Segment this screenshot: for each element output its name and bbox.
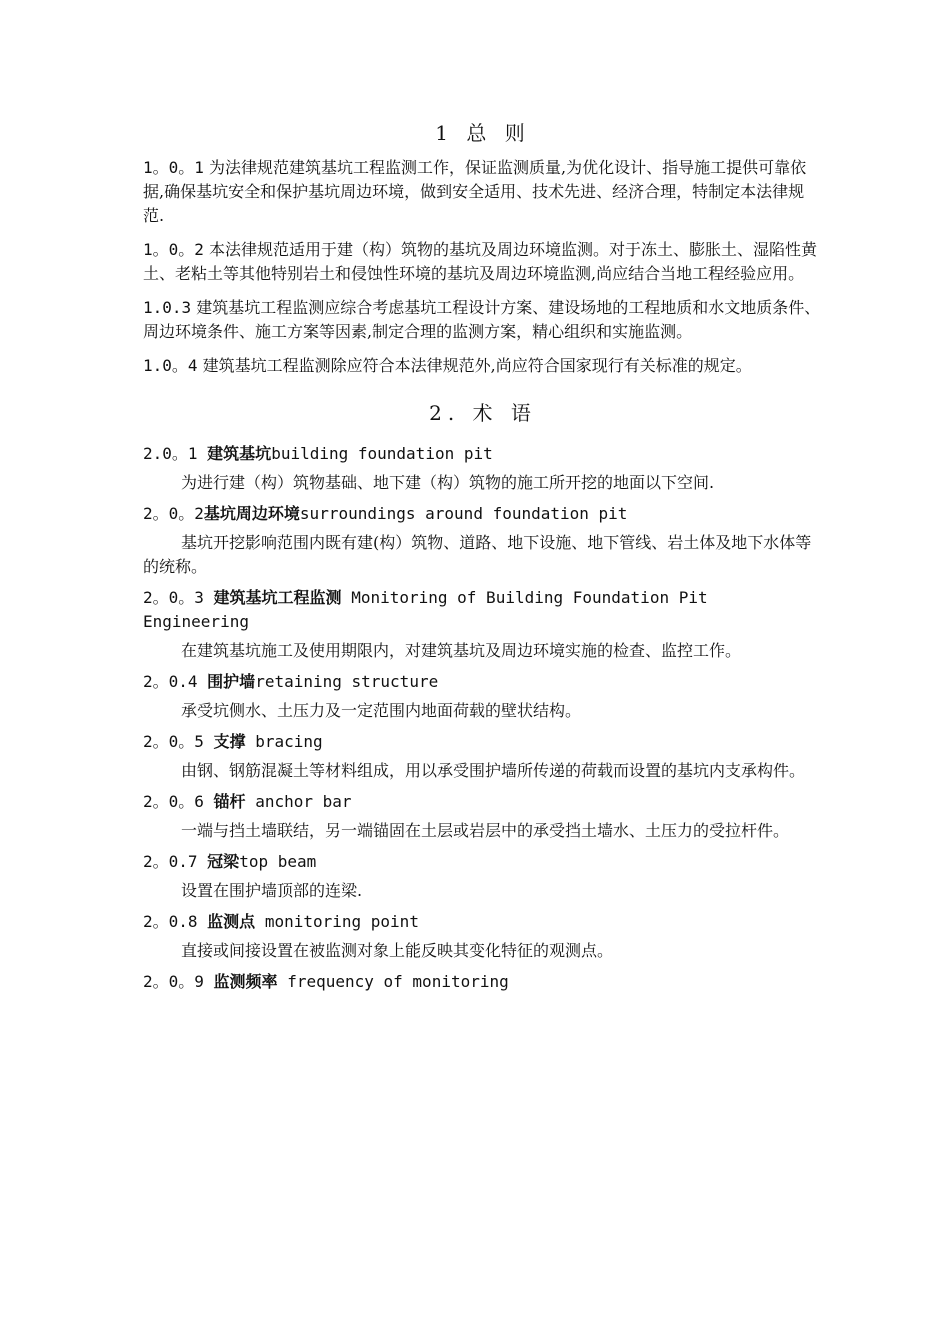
term-english: frequency of monitoring bbox=[277, 972, 509, 991]
term-english: surroundings around foundation pit bbox=[299, 504, 628, 523]
document-content bbox=[143, 118, 823, 1001]
term-2-0-4 bbox=[143, 670, 823, 723]
term-2-0-9 bbox=[143, 970, 823, 994]
clause-number: 1.0。4 bbox=[143, 356, 198, 375]
term-number: 2。0。9 bbox=[143, 972, 214, 991]
clause-1-0-4 bbox=[143, 354, 823, 378]
clause-number: 1。0。1 bbox=[143, 158, 204, 177]
term-2-0-2 bbox=[143, 502, 823, 579]
term-number: 2。0。2 bbox=[143, 504, 204, 523]
chapter-2-title: 2. 术 语 bbox=[429, 401, 537, 425]
term-english: anchor bar bbox=[245, 792, 352, 811]
term-definition: 在建筑基坑施工及使用期限内，对建筑基坑及周边环境实施的检查、监控工作。 bbox=[181, 641, 742, 660]
term-chinese: 锚杆 bbox=[213, 792, 246, 811]
term-heading bbox=[143, 442, 823, 466]
clause-text: 建筑基坑工程监测应综合考虑基坑工程设计方案、建设场地的工程地质和水文地质条件、周边环境条件、施工方案等因素,制定合理的监测方案，精心组织和实施监测。 bbox=[143, 298, 821, 341]
term-definition: 直接或间接设置在被监测对象上能反映其变化特征的观测点。 bbox=[181, 941, 614, 960]
clause-1-0-3 bbox=[143, 296, 823, 344]
term-heading bbox=[143, 502, 823, 526]
clause-1-0-1 bbox=[143, 156, 823, 228]
term-chinese: 基坑周边环境 bbox=[203, 504, 300, 523]
term-number: 2。0.8 bbox=[143, 912, 208, 931]
term-2-0-3 bbox=[143, 586, 823, 663]
term-chinese: 建筑基坑 bbox=[207, 444, 272, 463]
term-definition: 承受坑侧水、土压力及一定范围内地面荷载的壁状结构。 bbox=[181, 701, 582, 720]
term-definition: 设置在围护墙顶部的连梁. bbox=[181, 881, 363, 900]
term-definition: 由钢、钢筋混凝土等材料组成，用以承受围护墙所传递的荷载而设置的基坑内支承构件。 bbox=[181, 761, 806, 780]
chapter-1-title: 1 总 则 bbox=[435, 121, 531, 145]
term-english: Monitoring of Building Foundation Pit Engineering bbox=[143, 588, 708, 631]
term-number: 2。0.7 bbox=[143, 852, 208, 871]
term-number: 2。0。5 bbox=[143, 732, 214, 751]
term-definition: 基坑开挖影响范围内既有建(构）筑物、道路、地下设施、地下管线、岩土体及地下水体等的统称。 bbox=[143, 533, 812, 576]
term-english: bracing bbox=[245, 732, 323, 751]
term-2-0-1 bbox=[143, 442, 823, 495]
term-2-0-5 bbox=[143, 730, 823, 783]
term-english: top beam bbox=[239, 852, 317, 871]
clause-text: 为法律规范建筑基坑工程监测工作，保证监测质量,为优化设计、指导施工提供可靠依据,确保基坑安全和保护基坑周边环境，做到安全适用、技术先进、经济合理，特制定本法律规范. bbox=[143, 158, 807, 225]
term-number: 2。0.4 bbox=[143, 672, 208, 691]
term-chinese: 监测频率 bbox=[213, 972, 278, 991]
term-chinese: 建筑基坑工程监测 bbox=[213, 588, 342, 607]
clause-1-0-2 bbox=[143, 238, 823, 286]
term-number: 2。0。6 bbox=[143, 792, 214, 811]
term-number: 2.0。1 bbox=[143, 444, 208, 463]
term-chinese: 围护墙 bbox=[207, 672, 256, 691]
term-heading bbox=[143, 730, 823, 754]
clause-text: 建筑基坑工程监测除应符合本法律规范外,尚应符合国家现行有关标准的规定。 bbox=[197, 356, 752, 375]
term-chinese: 监测点 bbox=[207, 912, 256, 931]
clause-text: 本法律规范适用于建（构）筑物的基坑及周边环境监测。对于冻土、膨胀土、湿陷性黄土、老粘土等其他特别岩土和侵蚀性环境的基坑及周边环境监测,尚应结合当地工程经验应用。 bbox=[143, 240, 817, 283]
term-number: 2。0。3 bbox=[143, 588, 214, 607]
term-2-0-7 bbox=[143, 850, 823, 903]
term-english: monitoring point bbox=[255, 912, 419, 931]
term-2-0-6 bbox=[143, 790, 823, 843]
clause-number: 1。0。2 bbox=[143, 240, 204, 259]
term-2-0-8 bbox=[143, 910, 823, 963]
clause-number: 1.0.3 bbox=[143, 298, 192, 317]
term-heading bbox=[143, 586, 823, 634]
term-definition: 为进行建（构）筑物基础、地下建（构）筑物的施工所开挖的地面以下空间. bbox=[181, 473, 715, 492]
term-heading bbox=[143, 790, 823, 814]
term-heading bbox=[143, 970, 823, 994]
term-english: retaining structure bbox=[255, 672, 439, 691]
term-definition: 一端与挡土墙联结，另一端锚固在土层或岩层中的承受挡土墙水、土压力的受拉杆件。 bbox=[181, 821, 790, 840]
term-chinese: 冠梁 bbox=[207, 852, 240, 871]
term-heading bbox=[143, 670, 823, 694]
term-english: building foundation pit bbox=[271, 444, 493, 463]
term-heading bbox=[143, 910, 823, 934]
term-chinese: 支撑 bbox=[213, 732, 246, 751]
term-heading bbox=[143, 850, 823, 874]
